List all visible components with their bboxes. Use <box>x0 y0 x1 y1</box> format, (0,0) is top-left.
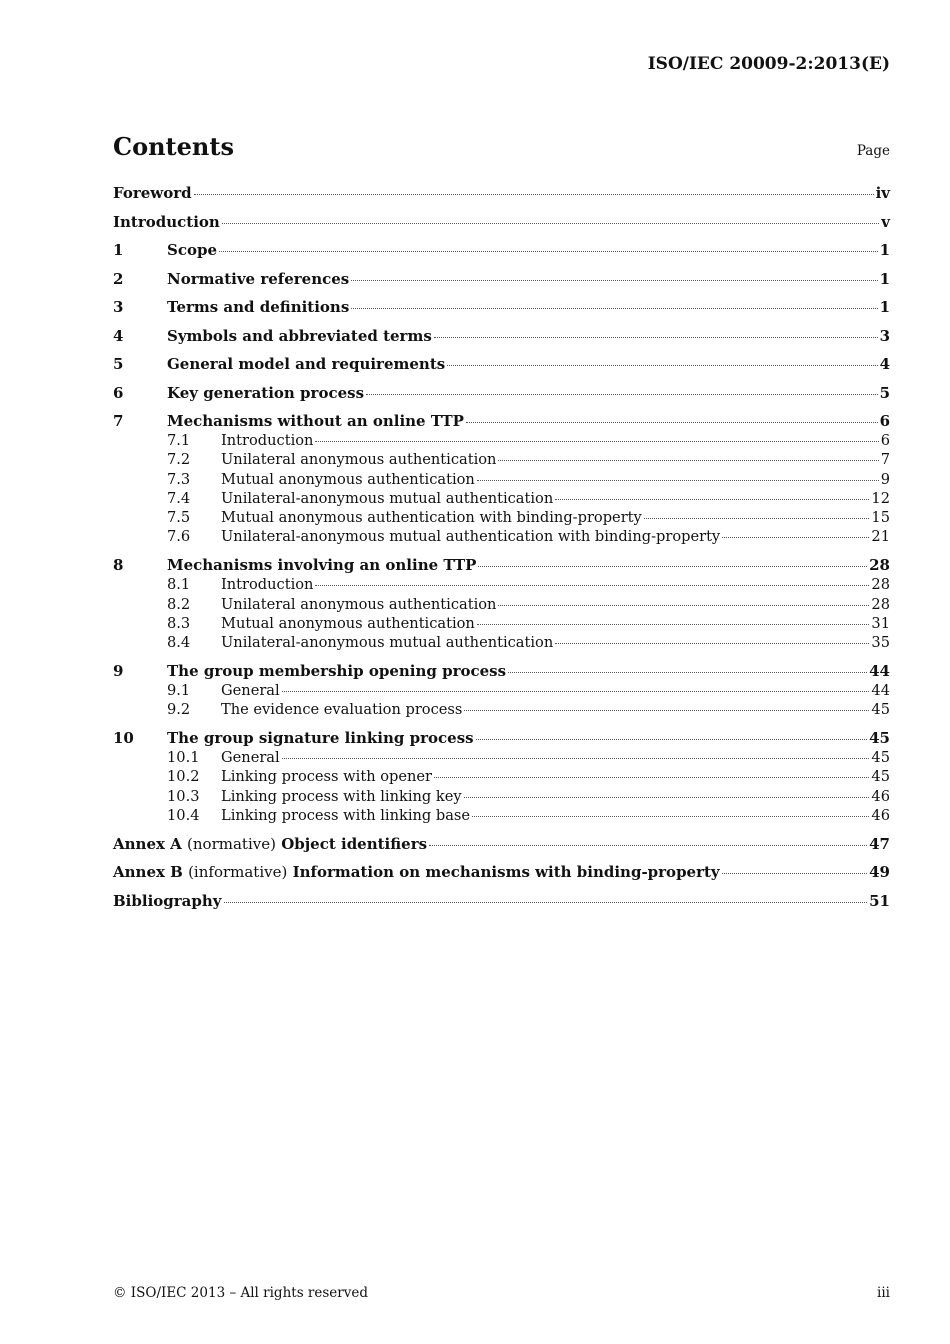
toc-dot-leader <box>366 394 878 395</box>
toc-number: 7 <box>113 412 124 430</box>
footer-copyright: © ISO/IEC 2013 – All rights reserved <box>113 1285 368 1301</box>
toc-number: 7.1 <box>167 432 191 449</box>
footer-page-number: iii <box>877 1285 890 1301</box>
toc-page-number: 49 <box>869 863 890 882</box>
toc-title: The group membership opening process <box>167 661 507 680</box>
toc-page-number: iv <box>875 184 890 202</box>
toc-dot-leader <box>434 337 878 338</box>
toc-title: Linking process with opener <box>221 768 433 786</box>
toc-title: Introduction <box>113 212 220 231</box>
toc-entry[interactable] <box>113 892 890 911</box>
toc-title: Key generation process <box>167 383 365 402</box>
toc-number: 9 <box>113 661 124 680</box>
toc-page-number: 28 <box>871 576 890 594</box>
toc-dot-leader <box>555 643 869 644</box>
toc-dot-leader <box>466 422 878 423</box>
toc-number: 8.1 <box>167 576 191 594</box>
toc-entry[interactable] <box>113 729 890 748</box>
toc-entry[interactable] <box>113 355 890 374</box>
toc-page-number: 1 <box>879 269 890 288</box>
toc-title: Introduction <box>221 432 314 449</box>
toc-number: 10.4 <box>167 806 200 824</box>
toc-title: Unilateral anonymous authentication <box>221 595 497 613</box>
toc-dot-leader <box>476 739 868 740</box>
toc-page-number: 28 <box>871 595 890 613</box>
toc-subentry[interactable] <box>113 489 890 508</box>
toc-dot-leader <box>478 566 867 567</box>
toc-entry[interactable] <box>113 412 890 431</box>
toc-subentry[interactable] <box>113 527 890 546</box>
toc-number: 10.1 <box>167 749 200 767</box>
toc-number: 10.3 <box>167 787 200 805</box>
toc-dot-leader <box>219 251 878 252</box>
toc-number: 3 <box>113 298 124 316</box>
toc-dot-leader <box>315 441 878 442</box>
toc-number: 6 <box>113 383 124 402</box>
toc-page-number: 45 <box>871 701 890 719</box>
toc-dot-leader <box>722 873 867 874</box>
toc-subentry[interactable] <box>113 431 890 450</box>
toc-subentry[interactable] <box>113 575 890 594</box>
toc-dot-leader <box>282 758 870 759</box>
toc-number: 8.2 <box>167 595 191 613</box>
toc-subentry[interactable] <box>113 508 890 527</box>
toc-number: 10.2 <box>167 768 200 786</box>
toc-dot-leader <box>644 518 870 519</box>
toc-number: 7.4 <box>167 489 191 507</box>
toc-dot-leader <box>464 797 870 798</box>
toc-title: Mutual anonymous authentication <box>221 614 475 632</box>
toc-page-number: 6 <box>879 412 890 430</box>
toc-dot-leader <box>194 194 874 195</box>
toc-entry[interactable] <box>113 270 890 289</box>
toc-number: 8.3 <box>167 614 191 632</box>
toc-entry[interactable] <box>113 298 890 317</box>
toc-annex-kind: (informative) <box>188 863 288 882</box>
toc-dot-leader <box>477 624 870 625</box>
toc-page-number: 6 <box>880 432 890 449</box>
toc-entry[interactable] <box>113 327 890 346</box>
toc-dot-leader <box>498 460 878 461</box>
toc-page-number: 44 <box>869 661 890 680</box>
toc-annex-kind: (normative) <box>187 834 276 853</box>
toc-page-number: 47 <box>869 834 890 853</box>
toc-title: Unilateral anonymous authentication <box>221 451 497 469</box>
toc-title: Bibliography <box>113 891 222 910</box>
toc-page-number: 35 <box>871 634 890 652</box>
toc-dot-leader <box>508 672 867 673</box>
toc-entry[interactable] <box>113 384 890 403</box>
toc-entry[interactable] <box>113 241 890 260</box>
toc-page-number: 44 <box>871 681 890 699</box>
toc-page-number: 3 <box>879 326 890 345</box>
toc-page-number: 9 <box>880 470 890 488</box>
toc-subentry[interactable] <box>113 633 890 652</box>
toc-title: The group signature linking process <box>167 729 474 748</box>
toc-entry[interactable] <box>113 863 890 882</box>
toc-title: Mechanisms without an online TTP <box>167 412 464 430</box>
page-column-label: Page <box>856 143 890 159</box>
toc-title: Terms and definitions <box>167 298 350 316</box>
toc-page-number: 12 <box>871 489 890 507</box>
toc-page-number: 4 <box>879 355 890 373</box>
toc-page-number: 21 <box>871 528 890 546</box>
toc-subentry[interactable] <box>113 450 890 469</box>
toc-page-number: 31 <box>871 614 890 632</box>
toc-page-number: 46 <box>871 787 890 805</box>
toc-title: General <box>221 749 280 767</box>
toc-title: Unilateral-anonymous mutual authentication <box>221 489 554 507</box>
toc-page-number: 1 <box>879 298 890 316</box>
toc-title: Information on mechanisms with binding-property <box>292 863 720 882</box>
toc-entry[interactable] <box>113 835 890 854</box>
toc-number: 7.2 <box>167 451 191 469</box>
toc-subentry[interactable] <box>113 681 890 700</box>
toc-number: 8 <box>113 556 124 575</box>
toc-annex-label: Annex B <box>113 863 183 882</box>
toc-number: 7.3 <box>167 470 191 488</box>
toc-title: Mutual anonymous authentication with binding-property <box>221 509 642 527</box>
toc-number: 5 <box>113 355 124 373</box>
toc-page-number: 45 <box>871 749 890 767</box>
toc-title: Normative references <box>167 269 350 288</box>
toc-title: Linking process with linking key <box>221 787 462 805</box>
toc-number: 1 <box>113 241 124 259</box>
toc-page-number: 28 <box>869 556 890 575</box>
toc-dot-leader <box>555 499 869 500</box>
toc-subentry[interactable] <box>113 470 890 489</box>
toc-page-number: 7 <box>880 451 890 469</box>
table-of-contents <box>113 184 890 911</box>
toc-title: Linking process with linking base <box>221 806 471 824</box>
toc-dot-leader <box>477 480 879 481</box>
toc-title: The evidence evaluation process <box>221 701 463 719</box>
toc-entry[interactable] <box>113 184 890 203</box>
toc-dot-leader <box>472 816 869 817</box>
toc-title: Object identifiers <box>281 834 428 853</box>
document-id: ISO/IEC 20009-2:2013(E) <box>647 54 890 74</box>
toc-number: 10 <box>113 729 134 748</box>
toc-dot-leader <box>722 537 869 538</box>
toc-title: Introduction <box>221 576 314 594</box>
toc-title: Unilateral-anonymous mutual authentication <box>221 634 554 652</box>
toc-page-number: 51 <box>869 891 890 910</box>
page-title: Contents <box>113 132 234 161</box>
toc-page-number: 46 <box>871 806 890 824</box>
toc-subentry[interactable] <box>113 748 890 767</box>
toc-title: Mechanisms involving an online TTP <box>167 556 477 575</box>
toc-title: Unilateral-anonymous mutual authentication with binding-property <box>221 528 721 546</box>
toc-number: 9.1 <box>167 681 191 699</box>
toc-title: Symbols and abbreviated terms <box>167 326 432 345</box>
toc-subentry[interactable] <box>113 806 890 825</box>
toc-subentry[interactable] <box>113 614 890 633</box>
toc-dot-leader <box>224 902 868 903</box>
toc-dot-leader <box>464 710 869 711</box>
toc-dot-leader <box>351 280 877 281</box>
toc-dot-leader <box>434 777 869 778</box>
toc-annex-label: Annex A <box>113 834 182 853</box>
toc-entry[interactable] <box>113 662 890 681</box>
toc-dot-leader <box>429 845 867 846</box>
toc-page-number: 45 <box>871 768 890 786</box>
toc-subentry[interactable] <box>113 700 890 719</box>
toc-entry[interactable] <box>113 556 890 575</box>
toc-dot-leader <box>282 691 870 692</box>
toc-number: 7.5 <box>167 509 191 527</box>
toc-number: 7.6 <box>167 528 191 546</box>
toc-dot-leader <box>315 585 869 586</box>
toc-number: 9.2 <box>167 701 191 719</box>
toc-title: Foreword <box>113 184 192 202</box>
toc-dot-leader <box>351 308 877 309</box>
toc-page-number: 5 <box>879 383 890 402</box>
toc-subentry[interactable] <box>113 787 890 806</box>
toc-entry[interactable] <box>113 213 890 232</box>
toc-number: 2 <box>113 269 124 288</box>
toc-number: 4 <box>113 326 124 345</box>
toc-dot-leader <box>222 223 879 224</box>
toc-number: 8.4 <box>167 634 191 652</box>
toc-dot-leader <box>498 605 869 606</box>
toc-page-number: v <box>881 212 890 231</box>
toc-title: Scope <box>167 241 218 259</box>
toc-dot-leader <box>447 365 877 366</box>
toc-title: General model and requirements <box>167 355 446 373</box>
toc-title: General <box>221 681 280 699</box>
toc-page-number: 15 <box>871 509 890 527</box>
toc-subentry[interactable] <box>113 595 890 614</box>
toc-page-number: 45 <box>869 729 890 748</box>
toc-subentry[interactable] <box>113 767 890 786</box>
toc-page-number: 1 <box>879 241 890 259</box>
toc-title: Mutual anonymous authentication <box>221 470 475 488</box>
